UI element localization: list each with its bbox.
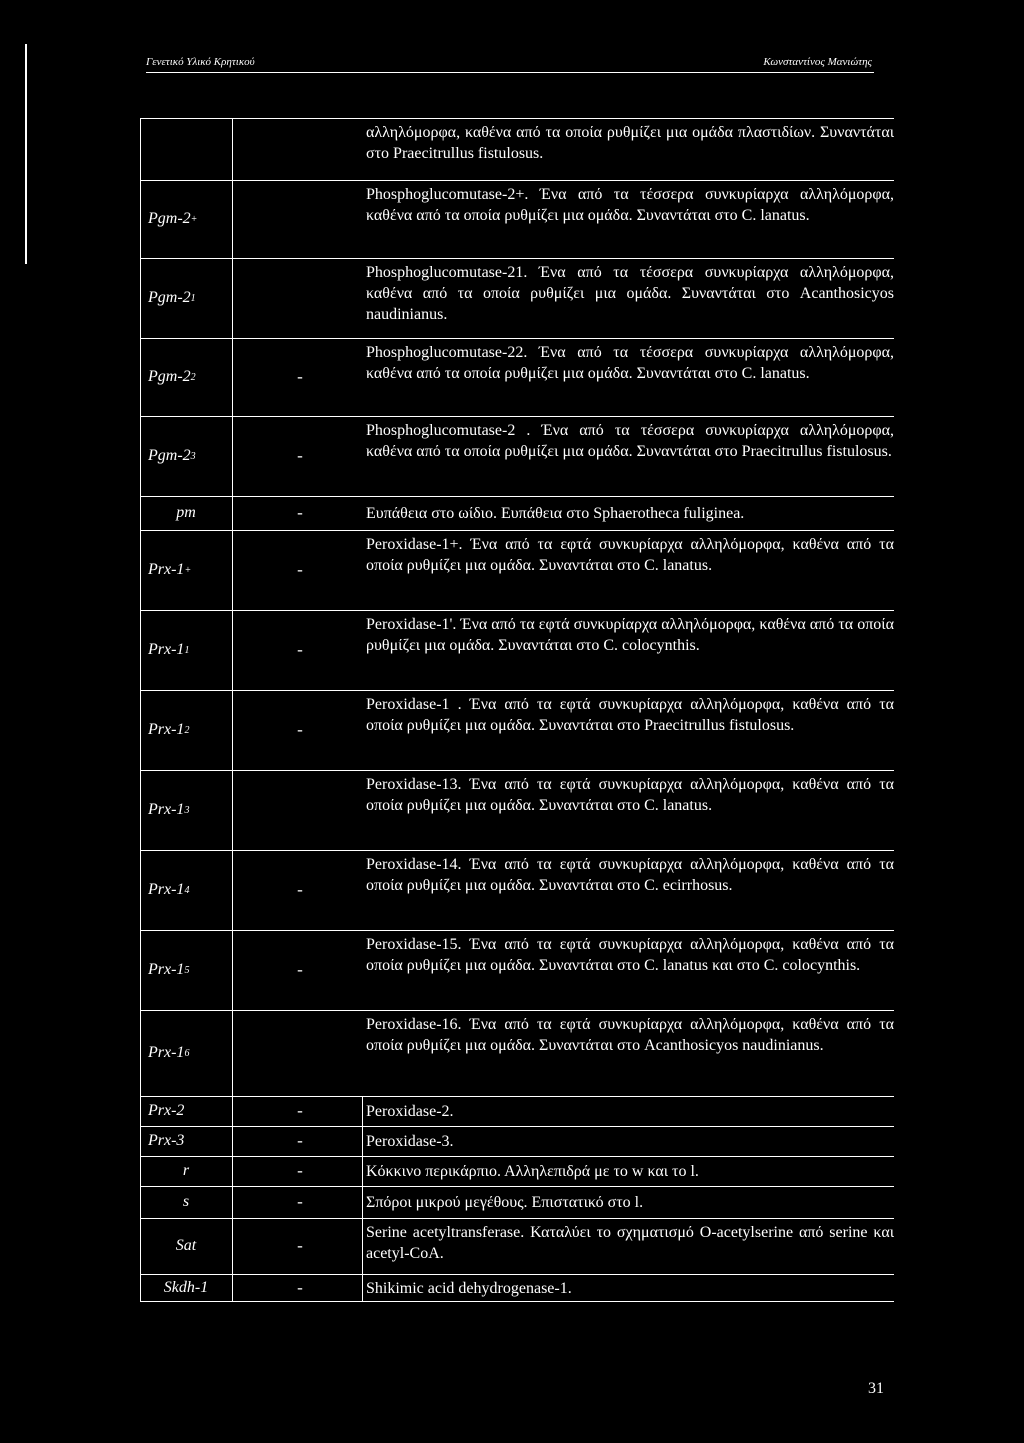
locus-cell: Pgm-2 1 [148,289,196,306]
description-cell: Peroxidase-1+. Ένα από τα εφτά συνκυρίαρχα αλληλόμορφα, καθένα από τα οποία ρυθμίζει μια ομάδα. Συναντάται στο C. lanatus. [366,536,894,574]
table-row [140,770,894,850]
dash-cell: - [297,1101,303,1120]
table-row [140,1186,894,1218]
table-row [140,930,894,1010]
description-cell: Peroxidase-13. Ένα από τα εφτά συνκυρίαρχα αλληλόμορφα, καθένα από τα οποία ρυθμίζει μια ομάδα. Συναντάται στο C. lanatus. [366,776,894,814]
locus-cell: Prx-2 [148,1102,185,1119]
description-cell: Κόκκινο περικάρπιο. Αλληλεπιδρά με το w και το l. [366,1162,699,1180]
description-cell: Peroxidase-1 . Ένα από τα εφτά συνκυρίαρχα αλληλόμορφα, καθένα από τα οποία ρυθμίζει μια ομάδα. Συναντάται στο Praecitrullus fistulosus. [366,696,894,734]
dash-cell: - [297,880,303,899]
dash-cell: - [297,640,303,659]
table-row [140,1126,894,1156]
locus-cell: Prx-1 4 [148,881,190,898]
dash-cell: - [297,1192,303,1211]
dash-cell: - [297,446,303,465]
dash-cell: - [297,1131,303,1150]
description-cell: Ευπάθεια στο ωίδιο. Ευπάθεια στο Sphaerotheca fuliginea. [366,504,745,522]
running-header-left: Γενετικό Υλικό Κρητικού [146,56,255,68]
table-row [140,496,894,530]
locus-cell: Pgm-2 3 [148,447,196,464]
table-row [140,258,894,338]
margin-rule [25,44,27,264]
description-cell: αλληλόμορφα, καθένα από τα οποία ρυθμίζει μια ομάδα πλαστιδίων. Συναντάται στο Praecitrullus fistulosus. [366,124,894,162]
locus-cell: Prx-1 5 [148,961,190,978]
locus-cell: Prx-1 + [148,561,192,578]
description-cell: Peroxidase-16. Ένα από τα εφτά συνκυρίαρχα αλληλόμορφα, καθένα από τα οποία ρυθμίζει μια ομάδα. Συναντάται στο Acanthosicyos naudinianus. [366,1016,894,1054]
header-rule [146,72,874,73]
locus-cell: r [182,1162,190,1179]
page-number: 31 [868,1380,884,1397]
dash-cell [290,1010,310,1096]
description-cell: Peroxidase-14. Ένα από τα εφτά συνκυρίαρχα αλληλόμορφα, καθένα από τα οποία ρυθμίζει μια ομάδα. Συναντάται στο C. ecirrhosus. [366,856,894,894]
locus-cell: Prx-1 2 [148,721,190,738]
dash-cell [290,180,310,258]
locus-cell: Skdh-1 [163,1279,209,1296]
description-cell: Phosphoglucomutase-22. Ένα από τα τέσσερα συνκυρίαρχα αλληλόμορφα, καθένα από τα οποία ρυθμίζει μια ομάδα. Συναντάται στο C. lanatus. [366,344,894,382]
table-row [140,180,894,258]
locus-cell: Prx-1 1 [148,641,190,658]
locus-cell: s [182,1193,190,1210]
locus-cell: Prx-3 [148,1132,185,1149]
table-row [140,690,894,770]
dash-cell: - [297,1278,303,1297]
locus-cell: Pgm-2 + [148,210,198,227]
table-row [140,610,894,690]
dash-cell: - [297,1236,303,1255]
dash-cell: - [297,720,303,739]
description-cell: Σπόροι μικρού μεγέθους. Επιστατικό στο l. [366,1193,644,1211]
description-cell: Shikimic acid dehydrogenase-1. [366,1279,572,1297]
dash-cell: - [297,367,303,386]
locus-cell [148,118,228,180]
locus-cell: Pgm-2 2 [148,368,196,385]
table-row [140,1218,894,1274]
description-cell: Peroxidase-3. [366,1132,454,1150]
description-cell: Peroxidase-2. [366,1102,454,1120]
dash-cell: - [297,560,303,579]
locus-cell: pm [176,504,196,521]
table-row [140,1274,894,1302]
description-cell: Serine acetyltransferase. Καταλύει το σχηματισμό O-acetylserine από serine και acetyl-CoA. [366,1224,894,1262]
dash-cell [290,118,310,180]
description-cell: Phosphoglucomutase-2 . Ένα από τα τέσσερα συνκυρίαρχα αλληλόμορφα, καθένα από τα οποία ρυθμίζει μια ομάδα. Συναντάται στο Praecitrullus fistulosus. [366,422,894,460]
dash-cell: - [297,1161,303,1180]
description-cell: Peroxidase-15. Ένα από τα εφτά συνκυρίαρχα αλληλόμορφα, καθένα από τα οποία ρυθμίζει μια ομάδα. Συναντάται στο C. lanatus και στο C. colocynthis. [366,936,894,974]
description-cell: Peroxidase-1'. Ένα από τα εφτά συνκυρίαρχα αλληλόμορφα, καθένα από τα οποία ρυθμίζει μια ομάδα. Συναντάται στο C. colocynthis. [366,616,894,654]
table-row [140,338,894,416]
description-cell: Phosphoglucomutase-2+. Ένα από τα τέσσερα συνκυρίαρχα αλληλόμορφα, καθένα από τα οποία ρυθμίζει μια ομάδα. Συναντάται στο C. lanatus. [366,186,894,224]
table-row [140,530,894,610]
dash-cell: - [297,503,303,522]
dash-cell [290,770,310,850]
table-row [140,118,894,180]
dash-cell [290,258,310,338]
locus-cell: Prx-1 6 [148,1044,190,1061]
table-row [140,1010,894,1096]
description-cell: Phosphoglucomutase-21. Ένα από τα τέσσερα συνκυρίαρχα αλληλόμορφα, καθένα από τα οποία ρυθμίζει μια ομάδα. Συναντάται στο Acanthosicyos naudinianus. [366,264,894,323]
table-row [140,1156,894,1186]
running-header-right: Κωνσταντίνος Μανιώτης [763,56,872,68]
table-row [140,416,894,496]
table-row [140,850,894,930]
locus-cell: Sat [175,1237,197,1254]
dash-cell: - [297,960,303,979]
table-row [140,1096,894,1126]
locus-cell: Prx-1 3 [148,801,190,818]
